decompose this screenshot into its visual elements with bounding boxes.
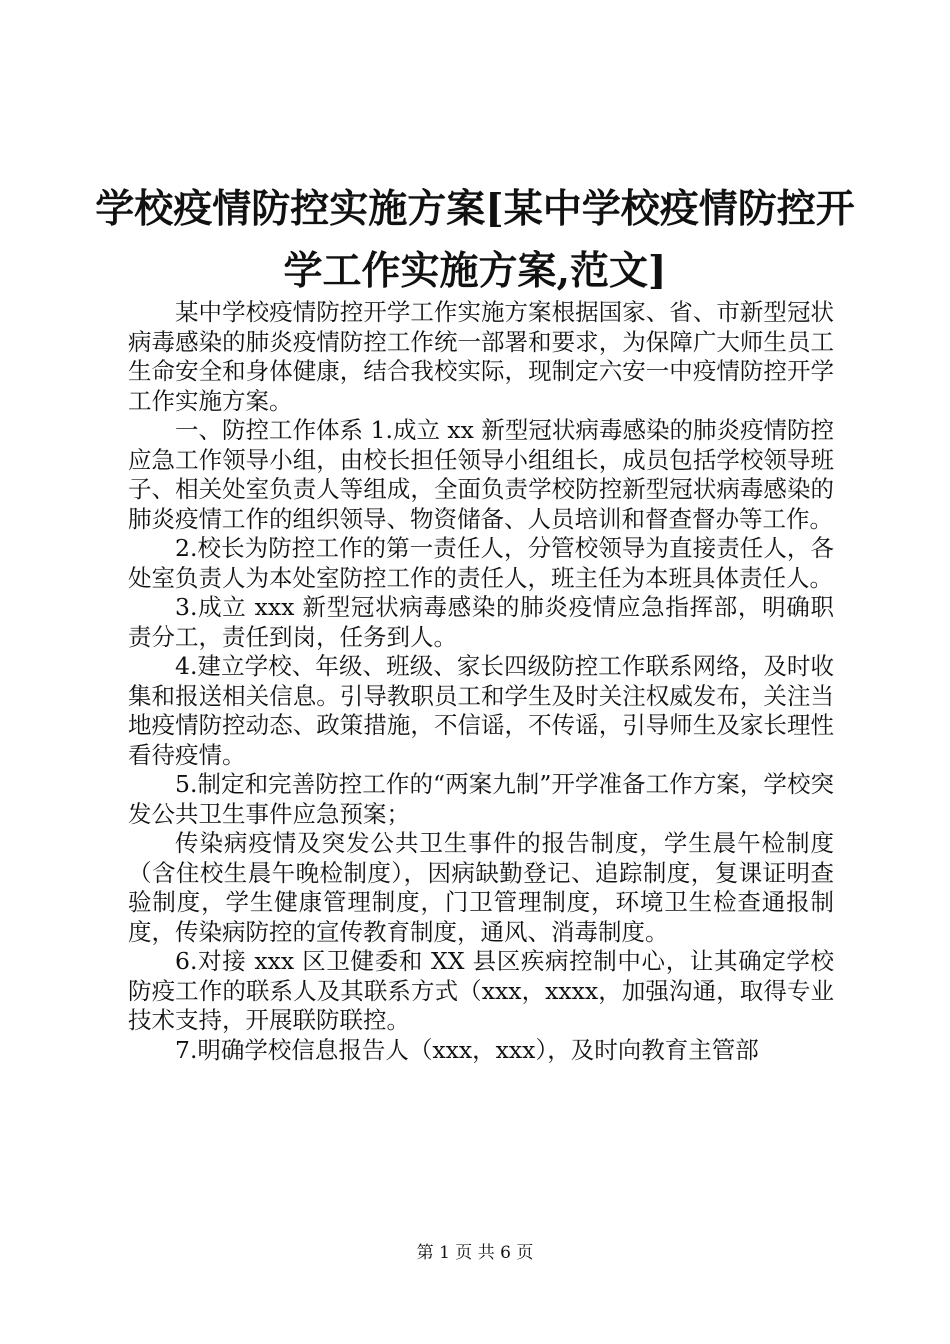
paragraph-item-3: 3.成立 xxx 新型冠状病毒感染的肺炎疫情应急指挥部，明确职责分工，责任到岗，任务到人。: [128, 593, 834, 651]
paragraph-item-5-continued: 传染病疫情及突发公共卫生事件的报告制度，学生晨午检制度（含住校生晨午晚检制度），因病缺勤登记、追踪制度，复课证明查验制度，学生健康管理制度，门卫管理制度，环境卫生检查通报制度，传染病防控的宣传教育制度，通风、消毒制度。: [128, 829, 834, 946]
paragraph-section-1: 一、防控工作体系 1.成立 xx 新型冠状病毒感染的肺炎疫情防控应急工作领导小组，由校长担任领导小组组长，成员包括学校领导班子、相关处室负责人等组成，全面负责学校防控新型冠状病毒感染的肺炎疫情工作的组织领导、物资储备、人员培训和督查督办等工作。: [128, 416, 834, 533]
paragraph-item-4: 4.建立学校、年级、班级、家长四级防控工作联系网络，及时收集和报送相关信息。引导教职员工和学生及时关注权威发布，关注当地疫情防控动态、政策措施，不信谣，不传谣，引导师生及家长理性看待疫情。: [128, 652, 834, 769]
document-title-line-1: 学校疫情防控实施方案[某中学校疫情防控开: [95, 186, 855, 232]
document-body: [128, 298, 834, 1065]
paragraph-item-2: 2.校长为防控工作的第一责任人，分管校领导为直接责任人，各处室负责人为本处室防控工作的责任人，班主任为本班具体责任人。: [128, 534, 834, 592]
paragraph-item-6: 6.对接 xxx 区卫健委和 XX 县区疾病控制中心，让其确定学校防疫工作的联系人及其联系方式（xxx，xxxx，加强沟通，取得专业技术支持，开展联防联控。: [128, 947, 834, 1034]
page-number-footer: 第 1 页 共 6 页: [416, 1243, 534, 1263]
paragraph-item-5: 5.制定和完善防控工作的“两案九制”开学准备工作方案，学校突发公共卫生事件应急预案；: [128, 770, 834, 828]
document-title-line-2: 学工作实施方案,范文]: [283, 248, 667, 294]
paragraph-item-7: 7.明确学校信息报告人（xxx，xxx），及时向教育主管部: [175, 1035, 759, 1064]
paragraph-intro: 某中学校疫情防控开学工作实施方案根据国家、省、市新型冠状病毒感染的肺炎疫情防控工作统一部署和要求，为保障广大师生员工生命安全和身体健康，结合我校实际，现制定六安一中疫情防控开学工作实施方案。: [128, 298, 834, 415]
